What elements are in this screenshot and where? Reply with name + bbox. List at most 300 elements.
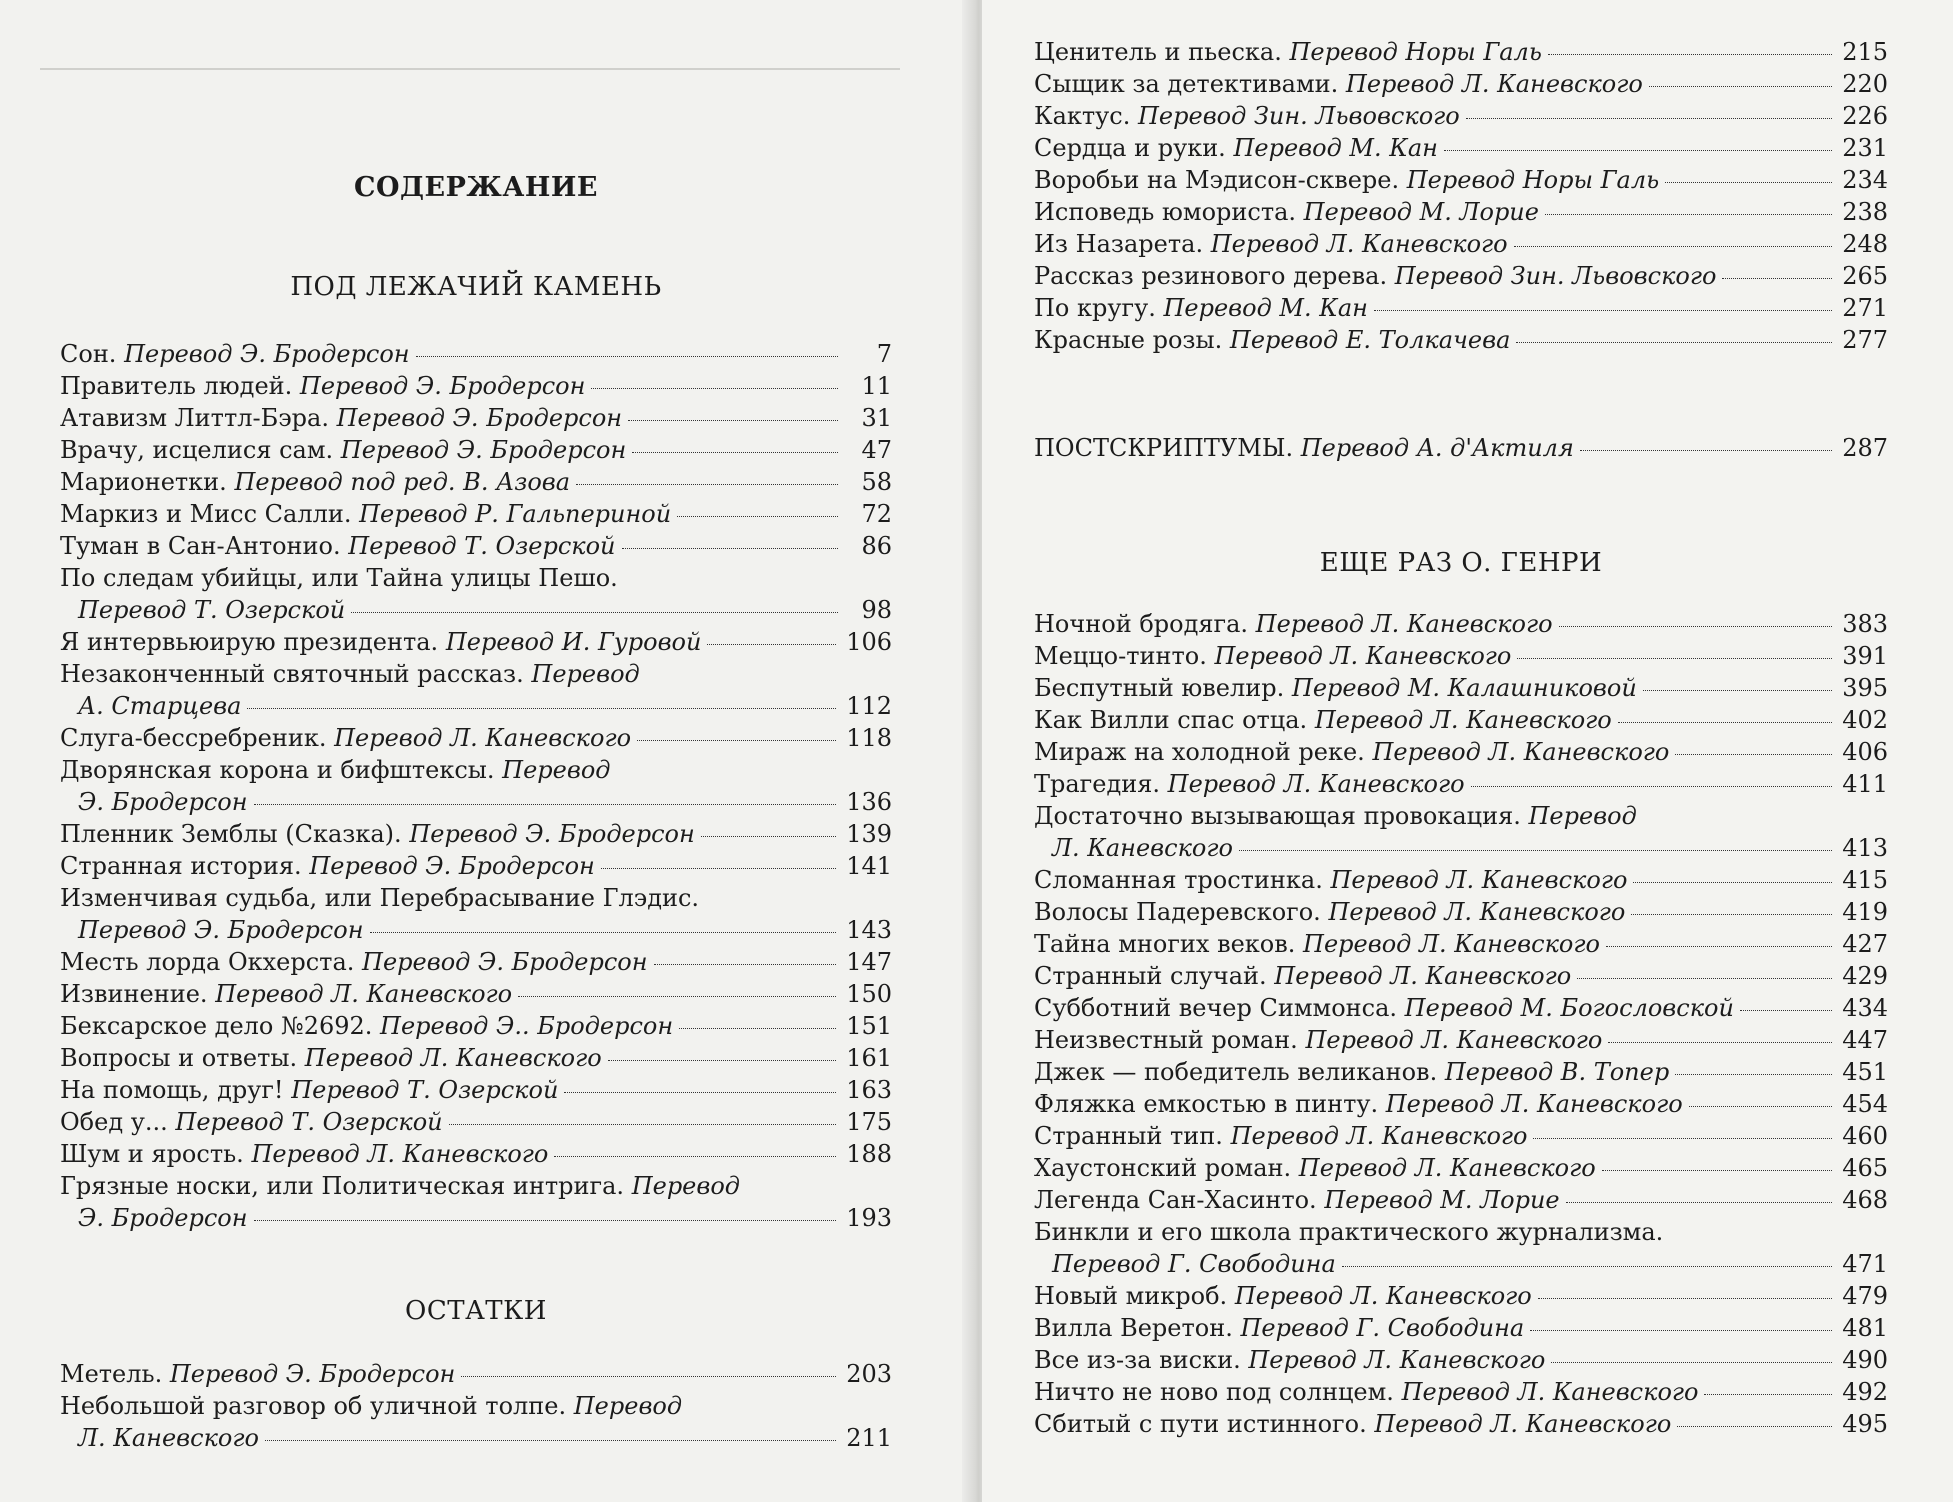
entry-text — [60, 498, 671, 530]
toc-entry-line — [60, 1106, 892, 1138]
toc-entry[interactable] — [1034, 1120, 1888, 1152]
entry-text — [60, 338, 410, 370]
toc-entry-line — [60, 1074, 892, 1106]
toc-entry-line — [60, 946, 892, 978]
entry-text — [60, 434, 626, 466]
entry-translator: Перевод Э. Бродерсон — [409, 820, 695, 848]
entry-page-number: 231 — [1842, 134, 1888, 162]
entry-text — [1034, 672, 1637, 704]
dot-leader — [601, 868, 836, 869]
entry-text — [60, 722, 631, 754]
entry-text — [60, 530, 616, 562]
entry-title: Бинкли и его школа практического журнализма. — [1034, 1218, 1664, 1246]
entry-text — [60, 370, 585, 402]
toc-entry-first-line — [1034, 1216, 1888, 1248]
toc-entry[interactable] — [1034, 1280, 1888, 1312]
dot-leader — [1580, 450, 1832, 451]
toc-entry[interactable] — [1034, 68, 1888, 100]
entry-title: Джек — победитель великанов. — [1034, 1058, 1438, 1086]
entry-translator: Э. Бродерсон — [78, 1204, 248, 1232]
entry-text — [1034, 1280, 1532, 1312]
toc-entry[interactable] — [60, 402, 892, 434]
entry-translator: Перевод — [531, 660, 640, 688]
dot-leader — [1677, 1426, 1832, 1427]
entry-title: Достаточно вызывающая провокация. — [1034, 802, 1521, 830]
toc-entry[interactable] — [60, 754, 892, 818]
entry-translator: Перевод Э. Бродерсон — [340, 436, 627, 464]
entry-page-number: 215 — [1842, 38, 1888, 66]
toc-entry-line — [60, 530, 892, 562]
entry-title: Тайна многих веков. — [1034, 930, 1296, 958]
entry-text — [1034, 68, 1643, 100]
entry-title: На помощь, друг! — [60, 1076, 284, 1104]
toc-entry-line — [1034, 1120, 1888, 1152]
contents-title: СОДЕРЖАНИЕ — [354, 172, 598, 203]
toc-entry[interactable] — [60, 530, 892, 562]
toc-entry[interactable] — [1034, 36, 1888, 68]
entry-text — [60, 1106, 443, 1138]
entry-translator: Перевод Л. Каневского — [1330, 866, 1628, 894]
dot-leader — [1545, 214, 1832, 215]
entry-translator: Перевод Л. Каневского — [304, 1044, 602, 1072]
entry-page-number: 411 — [1842, 770, 1888, 798]
entry-text — [1034, 864, 1627, 896]
entry-text — [1034, 1120, 1527, 1152]
entry-page-number: 31 — [861, 404, 892, 432]
dot-leader — [1649, 86, 1832, 87]
toc-entry[interactable] — [60, 946, 892, 978]
entry-title: Ценитель и пьеска. — [1034, 38, 1282, 66]
entry-text — [1034, 704, 1612, 736]
entry-text — [1034, 1184, 1560, 1216]
toc-entry[interactable] — [1034, 1024, 1888, 1056]
toc-entry-line — [1034, 1248, 1888, 1280]
toc-entry[interactable] — [60, 978, 892, 1010]
entry-title: Сердца и руки. — [1034, 134, 1226, 162]
entry-translator: Перевод Л. Каневского — [1248, 1346, 1546, 1374]
toc-entry[interactable] — [60, 1010, 892, 1042]
toc-entry[interactable] — [60, 1170, 892, 1234]
toc-entry-line — [1034, 1056, 1888, 1088]
dot-leader — [591, 388, 838, 389]
entry-translator: Перевод Э. Бродерсон — [124, 340, 410, 368]
entry-page-number: 72 — [861, 500, 892, 528]
entry-text — [60, 850, 595, 882]
entry-translator: Перевод Л. Каневского — [1167, 770, 1465, 798]
entry-translator: Перевод — [573, 1392, 683, 1420]
entry-title: Сон. — [60, 340, 117, 368]
toc-entry[interactable] — [1034, 196, 1888, 228]
entry-title: Новый микроб. — [1034, 1282, 1228, 1310]
entry-translator: Перевод М. Калашниковой — [1291, 674, 1637, 702]
entry-page-number: 481 — [1842, 1314, 1888, 1342]
entry-text — [1034, 1408, 1671, 1440]
entry-translator: Перевод Т. Озерской — [291, 1076, 559, 1104]
toc-entry[interactable] — [60, 1390, 892, 1454]
toc-entry[interactable] — [1034, 768, 1888, 800]
section-entries — [1034, 608, 1888, 1440]
toc-entry[interactable] — [60, 498, 892, 530]
entry-text — [1034, 1312, 1524, 1344]
toc-entry[interactable] — [1034, 260, 1888, 292]
toc-entry[interactable] — [60, 466, 892, 498]
entry-page-number: 454 — [1842, 1090, 1888, 1118]
toc-entry-line — [1034, 260, 1888, 292]
entry-page-number: 141 — [846, 852, 892, 880]
dot-leader — [461, 1376, 836, 1377]
section-heading: ЕЩЕ РАЗ О. ГЕНРИ — [1319, 548, 1603, 578]
entry-title: По следам убийцы, или Тайна улицы Пешо. — [60, 564, 618, 592]
entry-translator: Перевод Л. Каневского — [1401, 1378, 1699, 1406]
entry-page-number: 112 — [846, 692, 892, 720]
entry-text — [1034, 1376, 1698, 1408]
dot-leader — [707, 644, 836, 645]
toc-entry-line — [1034, 928, 1888, 960]
entry-translator: Перевод Л. Каневского — [215, 980, 513, 1008]
entry-text — [60, 1042, 602, 1074]
toc-entry-first-line — [60, 882, 892, 914]
toc-entry-line — [1034, 292, 1888, 324]
dot-leader — [254, 1220, 837, 1221]
toc-entry-line — [1034, 704, 1888, 736]
entry-text — [60, 1138, 548, 1170]
toc-entry-line — [60, 466, 892, 498]
entry-page-number: 188 — [846, 1140, 892, 1168]
toc-entry-line — [60, 978, 892, 1010]
entry-text — [1034, 324, 1510, 356]
entry-text — [60, 978, 512, 1010]
dot-leader — [370, 932, 837, 933]
toc-entry[interactable] — [1034, 164, 1888, 196]
entry-text — [60, 946, 648, 978]
entry-page-number: 150 — [846, 980, 892, 1008]
entry-translator: Перевод М. Лорие — [1303, 198, 1539, 226]
entry-title: Шум и ярость. — [60, 1140, 244, 1168]
entry-text — [1034, 768, 1465, 800]
dot-leader — [679, 1028, 836, 1029]
toc-entry[interactable] — [1034, 228, 1888, 260]
dot-leader — [1665, 182, 1832, 183]
toc-entry-line — [60, 1422, 892, 1454]
toc-entry[interactable] — [1034, 132, 1888, 164]
entry-translator: Перевод Р. Гальпериной — [359, 500, 672, 528]
entry-title: Незаконченный святочный рассказ. — [60, 660, 524, 688]
toc-entry-line — [60, 850, 892, 882]
toc-entry-line — [1034, 896, 1888, 928]
postscript-entry — [1034, 432, 1888, 464]
entry-page-number: 248 — [1842, 230, 1888, 258]
dot-leader — [554, 1156, 836, 1157]
toc-entry[interactable] — [1034, 960, 1888, 992]
entry-title: Дворянская корона и бифштексы. — [60, 756, 495, 784]
entry-title: Сыщик за детективами. — [1034, 70, 1339, 98]
toc-entry[interactable] — [1034, 1056, 1888, 1088]
toc-entry[interactable] — [1034, 1312, 1888, 1344]
entry-page-number: 434 — [1842, 994, 1888, 1022]
entry-translator: Перевод М. Богословской — [1404, 994, 1734, 1022]
entry-text — [1034, 1056, 1669, 1088]
dot-leader — [1374, 310, 1832, 311]
entry-page-number: 98 — [861, 596, 892, 624]
toc-entry[interactable] — [1034, 704, 1888, 736]
toc-entry-line — [60, 786, 892, 818]
entry-title: ПОСТСКРИПТУМЫ. — [1034, 434, 1294, 462]
entry-title: Бексарское дело №2692. — [60, 1012, 373, 1040]
dot-leader — [1444, 150, 1832, 151]
entry-title: Грязные носки, или Политическая интрига. — [60, 1172, 625, 1200]
toc-entry-first-line — [60, 754, 892, 786]
entry-text — [60, 402, 622, 434]
dot-leader — [622, 548, 839, 549]
toc-entry[interactable] — [1034, 1344, 1888, 1376]
toc-entry-line — [60, 1138, 892, 1170]
entry-title: Странный случай. — [1034, 962, 1267, 990]
toc-entry-line — [1034, 832, 1888, 864]
dot-leader — [632, 452, 838, 453]
toc-entry-line — [1034, 640, 1888, 672]
toc-entry-line — [1034, 132, 1888, 164]
toc-entry-line — [1034, 1376, 1888, 1408]
toc-entry-line — [1034, 864, 1888, 896]
toc-entry[interactable] — [60, 626, 892, 658]
toc-entry[interactable] — [60, 1074, 892, 1106]
toc-entry[interactable] — [60, 658, 892, 722]
dot-leader — [1566, 1202, 1833, 1203]
entry-translator: Перевод Л. Каневского — [1345, 70, 1643, 98]
entry-translator: Перевод Э. Бродерсон — [309, 852, 595, 880]
entry-translator: Перевод — [502, 756, 611, 784]
entry-title: Неизвестный роман. — [1034, 1026, 1298, 1054]
entry-translator: Перевод В. Топер — [1444, 1058, 1670, 1086]
entry-page-number: 287 — [1842, 434, 1888, 462]
entry-page-number: 391 — [1842, 642, 1888, 670]
entry-translator: Перевод Э. Бродерсон — [169, 1360, 456, 1388]
entry-title: Волосы Падеревского. — [1034, 898, 1321, 926]
toc-entry-line — [1034, 1184, 1888, 1216]
entry-translator: Перевод Л. Каневского — [1314, 706, 1612, 734]
toc-entry[interactable] — [60, 338, 892, 370]
entry-page-number: 220 — [1842, 70, 1888, 98]
entry-title: Трагедия. — [1034, 770, 1160, 798]
entry-page-number: 413 — [1842, 834, 1888, 862]
entry-title: Слуга-бессребреник. — [60, 724, 327, 752]
toc-entry-first-line — [1034, 800, 1888, 832]
entry-title: Ночной бродяга. — [1034, 610, 1249, 638]
dot-leader — [1530, 1330, 1832, 1331]
toc-entry-line — [1034, 768, 1888, 800]
entry-title: Субботний вечер Симмонса. — [1034, 994, 1398, 1022]
toc-entry[interactable] — [1034, 1408, 1888, 1440]
entry-page-number: 271 — [1842, 294, 1888, 322]
dot-leader — [1342, 1266, 1832, 1267]
entry-text — [60, 626, 701, 658]
toc-entry-line — [1034, 672, 1888, 704]
toc-entry[interactable] — [1034, 800, 1888, 864]
entry-title: Извинение. — [60, 980, 208, 1008]
toc-entry[interactable] — [1034, 1088, 1888, 1120]
dot-leader — [265, 1440, 836, 1441]
toc-entry[interactable] — [1034, 1184, 1888, 1216]
entry-title: Атавизм Литтл-Бэра. — [60, 404, 329, 432]
toc-entry-line — [60, 594, 892, 626]
toc-entry[interactable] — [60, 1358, 892, 1390]
toc-entry[interactable] — [60, 882, 892, 946]
entry-page-number: 465 — [1842, 1154, 1888, 1182]
entry-translator: Перевод М. Кан — [1163, 294, 1368, 322]
entry-translator: Перевод Г. Свободина — [1052, 1250, 1336, 1278]
entry-title: Как Вилли спас отца. — [1034, 706, 1308, 734]
entry-translator: Перевод М. Лорие — [1324, 1186, 1560, 1214]
entry-page-number: 193 — [846, 1204, 892, 1232]
entry-text — [1034, 928, 1600, 960]
toc-entry-line — [60, 370, 892, 402]
entry-page-number: 402 — [1842, 706, 1888, 734]
entry-text — [1034, 164, 1659, 196]
toc-entry[interactable] — [1034, 292, 1888, 324]
toc-entry[interactable] — [60, 1106, 892, 1138]
dot-leader — [608, 1060, 837, 1061]
toc-entry[interactable] — [1034, 928, 1888, 960]
dot-leader — [1517, 658, 1832, 659]
entry-title: Исповедь юмориста. — [1034, 198, 1297, 226]
entry-translator: Перевод Е. Толкачева — [1229, 326, 1511, 354]
toc-entry[interactable] — [60, 562, 892, 626]
toc-entry[interactable] — [1034, 864, 1888, 896]
dot-leader — [1239, 850, 1832, 851]
entry-page-number: 161 — [846, 1044, 892, 1072]
toc-entry[interactable] — [1034, 736, 1888, 768]
dot-leader — [247, 708, 836, 709]
entry-page-number: 163 — [846, 1076, 892, 1104]
dot-leader — [637, 740, 836, 741]
entry-title: Беспутный ювелир. — [1034, 674, 1285, 702]
entry-text — [1034, 960, 1571, 992]
toc-entry[interactable] — [60, 434, 892, 466]
entry-page-number: 139 — [846, 820, 892, 848]
dot-leader — [628, 420, 838, 421]
entry-translator: Перевод Зин. Львовского — [1138, 102, 1460, 130]
entry-page-number: 226 — [1842, 102, 1888, 130]
entry-page-number: 495 — [1842, 1410, 1888, 1438]
toc-entry[interactable] — [1034, 432, 1888, 464]
toc-entry-line — [1034, 1408, 1888, 1440]
entry-page-number: 492 — [1842, 1378, 1888, 1406]
toc-entry[interactable] — [60, 1042, 892, 1074]
entry-translator: Перевод Э. Бродерсон — [336, 404, 623, 432]
dot-leader — [1643, 690, 1832, 691]
entry-translator: Перевод Л. Каневского — [1274, 962, 1572, 990]
toc-entry[interactable] — [60, 850, 892, 882]
entry-text — [1034, 260, 1716, 292]
entry-title: Я интервьюирую президента. — [60, 628, 439, 656]
toc-entry[interactable] — [1034, 672, 1888, 704]
toc-entry-line — [1034, 1344, 1888, 1376]
toc-entry-line — [1034, 1152, 1888, 1184]
entry-title: Из Назарета. — [1034, 230, 1204, 258]
dot-leader — [1633, 882, 1832, 883]
entry-translator: Перевод Л. Каневского — [1230, 1122, 1528, 1150]
entry-translator: Перевод Л. Каневского — [251, 1140, 549, 1168]
toc-entry-line — [1034, 1088, 1888, 1120]
toc-entry-line — [60, 1042, 892, 1074]
toc-entry-line — [60, 914, 892, 946]
toc-entry[interactable] — [1034, 100, 1888, 132]
entry-title: Кактус. — [1034, 102, 1131, 130]
toc-entry-line — [1034, 992, 1888, 1024]
entry-translator: Перевод Л. Каневского — [1255, 610, 1553, 638]
toc-entry[interactable] — [1034, 640, 1888, 672]
toc-entry-line — [1034, 164, 1888, 196]
toc-entry[interactable] — [1034, 608, 1888, 640]
entry-text — [1034, 132, 1438, 164]
entry-translator: Перевод Т. Озерской — [175, 1108, 443, 1136]
toc-entry-line — [1034, 196, 1888, 228]
toc-entry[interactable] — [60, 370, 892, 402]
entry-translator: Перевод Л. Каневского — [1305, 1026, 1603, 1054]
toc-entry-line — [60, 498, 892, 530]
toc-entry[interactable] — [60, 1138, 892, 1170]
dot-leader — [1675, 754, 1832, 755]
entry-page-number: 7 — [876, 340, 892, 368]
toc-entry[interactable] — [60, 818, 892, 850]
entry-translator: Перевод Л. Каневского — [1372, 738, 1670, 766]
dot-leader — [1551, 1362, 1832, 1363]
entry-page-number: 234 — [1842, 166, 1888, 194]
dot-leader — [1533, 1138, 1832, 1139]
dot-leader — [1559, 626, 1833, 627]
entry-text — [1034, 1152, 1596, 1184]
toc-entry[interactable] — [1034, 324, 1888, 356]
toc-entry-line — [1034, 432, 1888, 464]
dot-leader — [254, 804, 837, 805]
toc-entry[interactable] — [1034, 1152, 1888, 1184]
entry-translator: Перевод Э. Бродерсон — [78, 916, 364, 944]
entry-translator: Перевод Г. Свободина — [1240, 1314, 1525, 1342]
entry-page-number: 471 — [1842, 1250, 1888, 1278]
toc-entry-first-line — [60, 658, 892, 690]
toc-entry-line — [60, 402, 892, 434]
entry-translator: Перевод Л. Каневского — [1298, 1154, 1596, 1182]
toc-entry[interactable] — [1034, 896, 1888, 928]
entry-translator: Перевод Л. Каневского — [334, 724, 632, 752]
entry-translator: Перевод Зин. Львовского — [1394, 262, 1717, 290]
entry-translator: Перевод Л. Каневского — [1210, 230, 1508, 258]
entry-text — [1034, 228, 1508, 260]
entry-title: Вопросы и ответы. — [60, 1044, 298, 1072]
dot-leader — [1516, 342, 1832, 343]
entry-text — [1034, 1344, 1545, 1376]
toc-entry-line — [1034, 960, 1888, 992]
entry-page-number: 460 — [1842, 1122, 1888, 1150]
entry-page-number: 151 — [846, 1012, 892, 1040]
section-entries — [1034, 36, 1888, 356]
toc-entry-line — [60, 818, 892, 850]
toc-entry-first-line — [60, 1390, 892, 1422]
toc-entry[interactable] — [1034, 1216, 1888, 1280]
bleed-through-running-head — [40, 38, 900, 70]
toc-entry[interactable] — [1034, 1376, 1888, 1408]
entry-text — [1034, 896, 1625, 928]
entry-page-number: 383 — [1842, 610, 1888, 638]
toc-entry[interactable] — [1034, 992, 1888, 1024]
entry-translator: Э. Бродерсон — [78, 788, 248, 816]
entry-title: Рассказ резинового дерева. — [1034, 262, 1388, 290]
entry-title: Туман в Сан-Антонио. — [60, 532, 341, 560]
toc-entry[interactable] — [60, 722, 892, 754]
entry-page-number: 265 — [1842, 262, 1888, 290]
entry-translator: Перевод И. Гуровой — [445, 628, 702, 656]
entry-title: Красные розы. — [1034, 326, 1223, 354]
